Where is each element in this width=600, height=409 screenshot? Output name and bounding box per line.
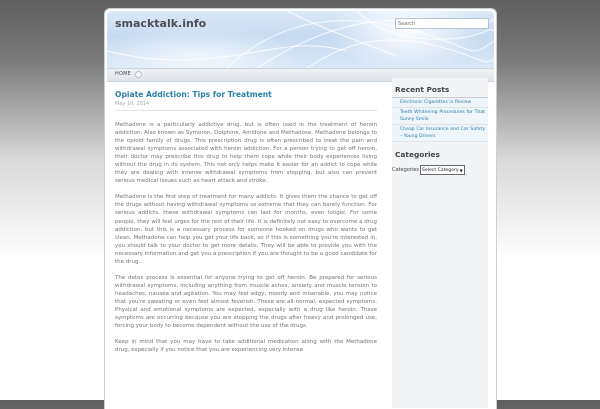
post-paragraph: Keep in mind that you may have to take additional medication along with the Methadone drug, especially if you notice that you are experiencing very intense — [115, 339, 377, 354]
categories-label: Categories — [392, 167, 419, 173]
site-header — [107, 11, 494, 68]
post-paragraph: Methadone is a particularly addictive drug, but is often used in the treatment of heroin addiction. Also known as Symoron, Dolphine, Amidone and Methadose, Methadone belongs to the opioid family of drugs. This prescription drug is often prescribed to treat the pain and withdrawal symptoms associated with heroin addiction. For a person trying to get off heroin, their doctor may prescribe this drug to help them cope while their body experiences living without the drug in its system. This not only helps make it easier for an addict to cope while they are dealing with intense withdrawal symptoms from stopping, but also can prevent serious medical issues such as heart attack and stroke. — [115, 122, 377, 185]
site-title[interactable]: smacktalk.info — [115, 17, 207, 30]
categories-heading: Categories — [395, 150, 440, 159]
categories-row — [392, 162, 488, 175]
post-paragraph: The detox process is essential for anyone trying to get off heroin. Be prepared for serious withdrawal symptoms, including anything from muscle aches, anxiety and muscle tension to headaches, nausea and agitation. You may feel edgy, moody and miserable, you may notice that you're sweating or even feel almost feverish. These are all normal, expected symptoms. Physical and emotional symptoms are expected, especially with a drug like heroin. These symptoms are occurring because you are stopping the drugs after heavy and prolonged use, forcing your body to become dependent without the use of the drugs. — [115, 274, 377, 330]
categories-dropdown[interactable] — [420, 165, 465, 175]
recent-posts-heading: Recent Posts — [392, 78, 488, 98]
recent-posts-list — [392, 98, 488, 142]
sidebar — [392, 78, 488, 408]
main-content — [115, 90, 377, 362]
recent-post-link[interactable]: Electronic Cigarettes in Review — [392, 98, 488, 108]
chevron-down-icon: ▼ — [459, 167, 463, 173]
categories-dropdown-value: Select Category — [421, 167, 459, 173]
post-title[interactable]: Opiate Addiction: Tips for Treatment — [115, 90, 272, 99]
post-date: May 10, 2014 — [115, 101, 150, 107]
nav-separator-dot — [135, 71, 142, 78]
recent-post-link[interactable]: Teeth Whitening Procedures for That Sunny Smile — [392, 108, 488, 125]
recent-post-link[interactable]: Cheap Car Insurance and Car Safety – Young Drivers — [392, 125, 488, 142]
nav-item-home[interactable]: HOME — [115, 71, 131, 77]
post-paragraph: Methadone is the first step of treatment for many addicts. It gives them the chance to get off the drugs without having withdrawal symptoms so extreme that they can barely function. For serious addicts, these withdrawal symptoms can last for months, even longer. For some people, they will feel urges for the rest of their life. It is definitely not easy to overcome a drug addiction, but this is a necessary process for someone hooked on drugs who wants to get clean. Methadone can help you get your life back, so if this is something you're interested in, you should talk to your doctor to get more details. They will be able to provide you with the necessary information and get you a prescription if you are thought to be a good candidate for the drug. — [115, 194, 377, 265]
post-divider — [115, 110, 377, 111]
search-input[interactable] — [395, 18, 489, 29]
